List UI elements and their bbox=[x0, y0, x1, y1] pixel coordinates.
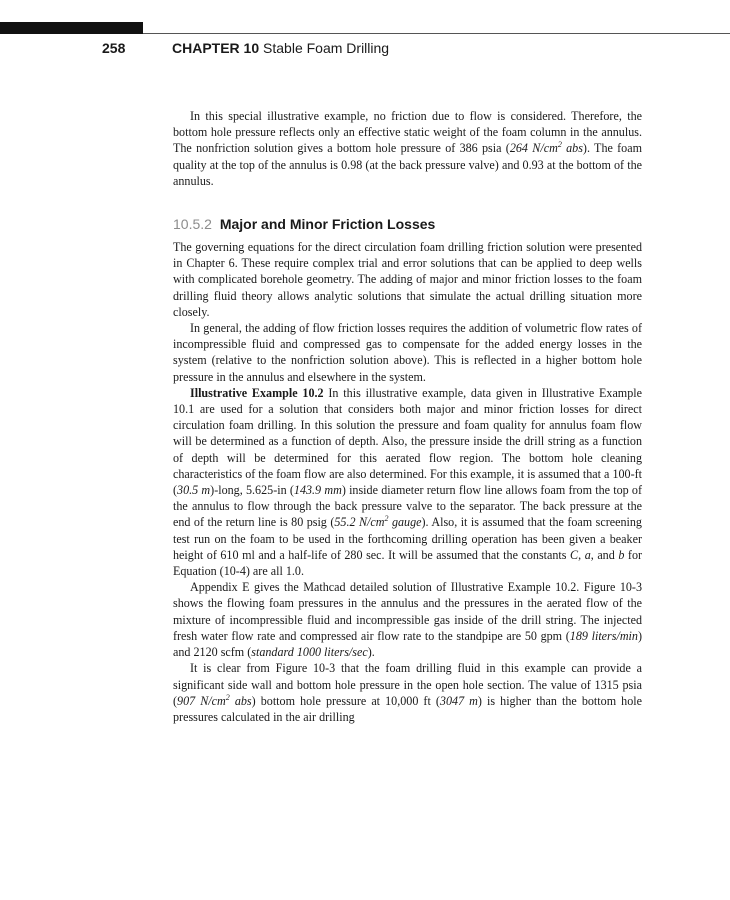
example-title: Illustrative Example 10.2 bbox=[190, 385, 324, 400]
paragraph-friction-losses: In general, the adding of flow friction losses requires the addition of volumetric flow rates of incompressible fluid and compressed gas to compensate for the added energy losses in the system (relative to the nonfriction solution above). This is reflected in a higher bottom hole pressure in the annulus and elsewhere in the system. bbox=[173, 321, 642, 384]
chapter-label: CHAPTER 10 bbox=[172, 40, 260, 56]
section-title: Major and Minor Friction Losses bbox=[219, 216, 436, 233]
paragraph-nonfriction-summary: In this special illustrative example, no friction due to flow is considered. Therefore, the bottom hole pressure reflects only an effective static weight of the foam column in the annulus. The nonfriction solution gives a bottom hole pressure of 386 psia (264 $N/cm^2$ abs). The foam quality at the top of the annulus is 0.98 (at the back pressure valve) and 0.93 at the bottom of the annulus. bbox=[173, 109, 643, 188]
header-rule bbox=[143, 33, 730, 34]
si-unit: 264 $N/cm^2$ abs bbox=[509, 140, 583, 156]
paragraph-illustrative-example: Illustrative Example 10.2 In this illustrative example, data given in Illustrative Example 10.1 are used for a solution that considers both major and minor friction losses for direct circulation foam drilling. In this solution the pressure and foam quality for annulus foam flow will be determined as a function of depth. Also, the pressure inside the drill string as a function of depth will be determined for this aerated flow region. The bottom hole cleaning characteristics of the foam flow are also determined. For this example, it is assumed that a 100-ft (30.5 m)-long, 5.625-in (143.9 mm) inside diameter return flow line allows foam from the top of the annulus to flow through the back pressure valve to the separator. The back pressure at the end of the return line is 80 psig (55.2 $N/cm^2$ gauge). Also, it is assumed that the foam screening test run on the foam to be used in the forthcoming drilling operation has been given a beaker height of 610 ml and a half-life of 280 sec. It will be assumed that the constants C, a, and b for Equation (10-4) are all 1.0. bbox=[173, 385, 643, 579]
paragraph-appendix-e: Appendix E gives the Mathcad detailed solution of Illustrative Example 10.2. Figure 10-3 shows the flowing foam pressures in the annulus and the pressures in the aerated flow of the mixture of incompressible fluid and incompressible gas inside of the drill string. The injected fresh water flow rate and compressed air flow rate to the standpipe are 50 gpm (189 liters/min) and 2120 scfm (standard 1000 liters/sec). bbox=[173, 580, 642, 660]
header-black-bar bbox=[0, 22, 143, 34]
section-number: 10.5.2 bbox=[173, 216, 212, 233]
running-header bbox=[102, 40, 389, 56]
paragraph-governing-equations: The governing equations for the direct circulation foam drilling friction solution were presented in Chapter 6. These require complex trial and error solutions that can be applied to deep wells with complicated borehole geometry. The adding of major and minor friction losses to the foam drilling fluid theory allows analytic solutions that simulate the actual drilling situation more closely. bbox=[173, 240, 642, 319]
paragraph-figure-discussion: It is clear from Figure 10-3 that the foam drilling fluid in this example can provide a significant side wall and bottom hole pressure in the open hole section. The value of 1315 psia (907 $N/cm^2$ abs) bottom hole pressure at 10,000 ft (3047 m) is higher than the bottom hole pressures calculated in the air drilling bbox=[173, 661, 642, 724]
chapter-title: Stable Foam Drilling bbox=[263, 40, 390, 56]
section-heading bbox=[173, 215, 642, 233]
page-number: 258 bbox=[102, 40, 126, 56]
page-body bbox=[173, 108, 642, 725]
